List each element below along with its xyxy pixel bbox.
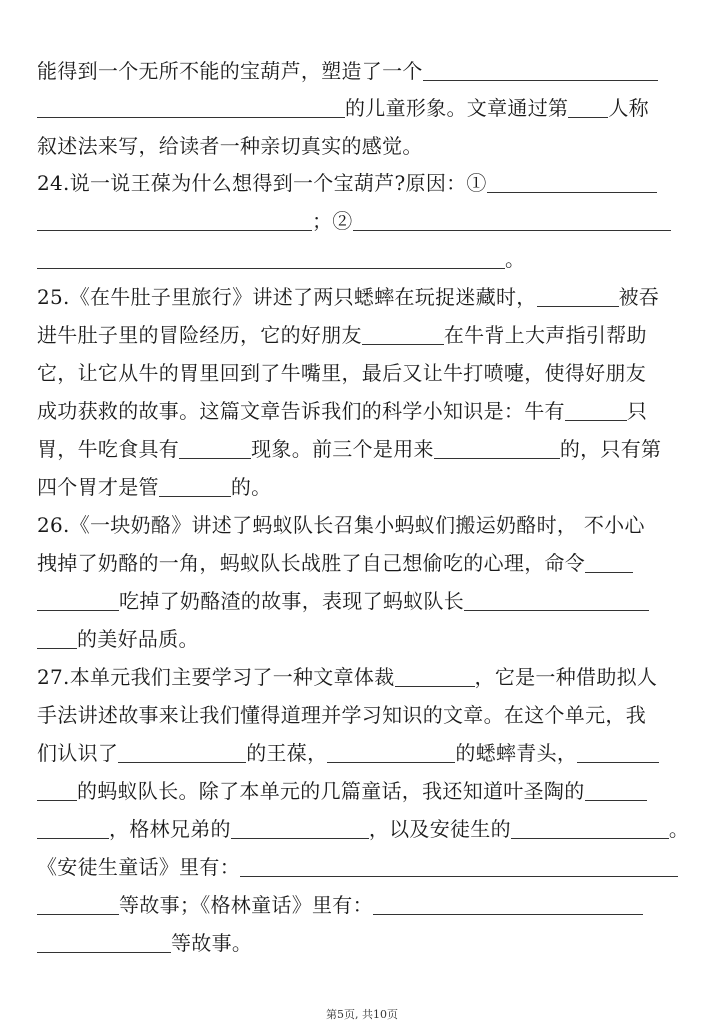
answer-blank[interactable] [434, 438, 560, 459]
question-text: ，它是一种借助拟人 [474, 665, 658, 689]
question-text: 四个胃才是管 [37, 475, 159, 499]
question-text: 现象。前三个是用来 [251, 437, 434, 461]
question-text: 的蟋蟀青头， [455, 741, 578, 765]
text-line [37, 890, 643, 920]
answer-blank[interactable] [362, 324, 444, 345]
question-text: 被吞 [618, 285, 660, 309]
answer-blank[interactable] [565, 400, 627, 421]
question-text: 等故事。 [171, 931, 253, 955]
answer-blank[interactable] [511, 818, 669, 839]
question-text: 手法讲述故事来让我们懂得道理并学习知识的文章。在这个单元，我 [37, 703, 646, 727]
answer-blank[interactable] [231, 818, 369, 839]
text-line [37, 206, 671, 236]
text-line [37, 928, 252, 958]
question-text: 成功获救的故事。这篇文章告诉我们的科学小知识是：牛有 [37, 399, 565, 423]
text-line [37, 472, 271, 502]
question-text: 25.《在牛肚子里旅行》讲述了两只蟋蟀在玩捉迷藏时， [37, 285, 537, 309]
answer-blank[interactable] [327, 742, 455, 763]
text-line [37, 131, 423, 161]
answer-blank[interactable] [423, 60, 658, 81]
question-text: 的王葆， [246, 741, 328, 765]
question-text: 能得到一个无所不能的宝葫芦，塑造了一个 [37, 59, 423, 83]
text-line [37, 396, 647, 426]
text-line [37, 624, 199, 654]
question-text: 的美好品质。 [77, 627, 199, 651]
answer-blank[interactable] [537, 286, 619, 307]
question-text: 只 [626, 399, 648, 423]
answer-blank[interactable] [585, 780, 647, 801]
page-number: 第5页, 共10页 [326, 1008, 398, 1021]
text-line [37, 168, 657, 198]
answer-blank[interactable] [464, 590, 649, 611]
question-text: 进牛肚子里的冒险经历，它的好朋友 [37, 323, 362, 347]
text-line [37, 852, 678, 882]
text-line [37, 662, 657, 692]
text-line [37, 510, 645, 540]
text-line [37, 320, 647, 350]
question-text: 拽掉了奶酪的一角，蚂蚁队长战胜了自己想偷吃的心理，命令 [37, 551, 586, 575]
answer-blank[interactable] [37, 780, 77, 801]
question-text: 《安徒生童话》里有： [37, 855, 240, 879]
text-line [37, 282, 659, 312]
answer-blank[interactable] [487, 172, 657, 193]
question-text: 它，让它从牛的胃里回到了牛嘴里，最后又让牛打喷嚏，使得好朋友 [37, 361, 646, 385]
question-text: 等故事；《格林童话》里有： [119, 893, 373, 917]
answer-blank[interactable] [37, 248, 505, 269]
text-line [37, 586, 649, 616]
answer-blank[interactable] [37, 932, 171, 953]
answer-blank[interactable] [373, 894, 643, 915]
question-text: 的。 [230, 475, 272, 499]
question-text: 叙述法来写，给读者一种亲切真实的感觉。 [37, 134, 423, 158]
answer-blank[interactable] [118, 742, 246, 763]
question-text: 27.本单元我们主要学习了一种文章体裁 [37, 665, 395, 689]
question-text: 26.《一块奶酪》讲述了蚂蚁队长召集小蚂蚁们搬运奶酪时， 不小心 [37, 513, 645, 537]
text-line [37, 93, 649, 123]
answer-blank[interactable] [240, 856, 678, 877]
question-text: 吃掉了奶酪渣的故事，表现了蚂蚁队长 [119, 589, 465, 613]
text-line [37, 56, 658, 86]
text-line [37, 244, 525, 274]
question-text: 的儿童形象。文章通过第 [345, 96, 569, 120]
question-text: 。 [505, 247, 526, 271]
question-text: 胃，牛吃食具有 [37, 437, 180, 461]
question-text: 的，只有第 [559, 437, 662, 461]
answer-blank[interactable] [585, 552, 633, 573]
answer-blank[interactable] [577, 742, 659, 763]
question-text: 在牛背上大声指引帮助 [443, 323, 647, 347]
question-text: 24.说一说王葆为什么想得到一个宝葫芦?原因：① [37, 171, 487, 195]
answer-blank[interactable] [568, 97, 608, 118]
text-line [37, 700, 646, 730]
text-line [37, 738, 659, 768]
answer-blank[interactable] [353, 210, 671, 231]
answer-blank[interactable] [179, 438, 251, 459]
question-text: 们认识了 [37, 741, 119, 765]
text-line [37, 548, 633, 578]
text-line [37, 434, 661, 464]
answer-blank[interactable] [37, 97, 345, 118]
question-text: ，以及安徒生的 [368, 817, 511, 841]
answer-blank[interactable] [37, 590, 119, 611]
text-line [37, 814, 689, 844]
answer-blank[interactable] [159, 476, 231, 497]
question-text: 的蚂蚁队长。除了本单元的几篇童话，我还知道叶圣陶的 [77, 779, 585, 803]
question-text: ，格林兄弟的 [109, 817, 231, 841]
answer-blank[interactable] [37, 818, 109, 839]
answer-blank[interactable] [37, 210, 312, 231]
question-text: 人称 [608, 96, 649, 120]
answer-blank[interactable] [395, 666, 475, 687]
text-line [37, 776, 647, 806]
text-line [37, 358, 646, 388]
question-text: 。 [668, 817, 690, 841]
question-text: ；② [312, 209, 353, 233]
answer-blank[interactable] [37, 894, 119, 915]
answer-blank[interactable] [37, 628, 77, 649]
